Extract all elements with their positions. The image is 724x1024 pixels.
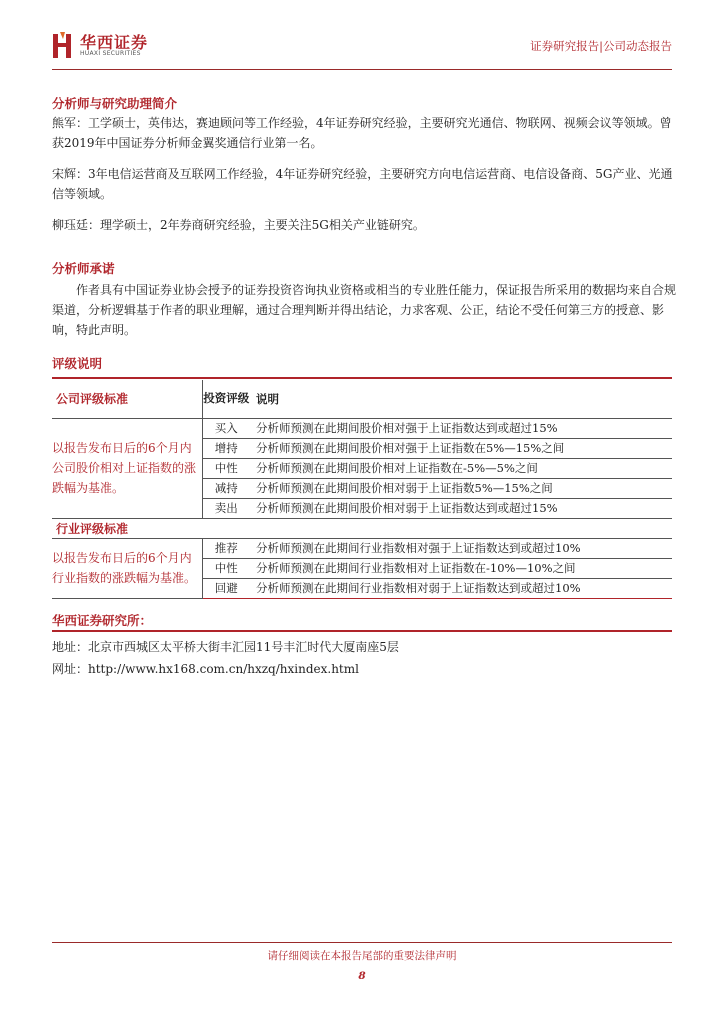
rating-description: 分析师预测在此期间行业指数相对强于上证指数达到或超过10% [250, 538, 672, 558]
commitment-paragraph [52, 280, 676, 340]
analyst-bio-2 [52, 164, 676, 204]
industry-rating-header-row [52, 518, 672, 538]
report-type-label: 证券研究报告|公司动态报告 [530, 39, 672, 53]
company-logo [52, 28, 162, 64]
rating-description: 分析师预测在此期间股价相对弱于上证指数5%—15%之间 [250, 478, 672, 498]
rating-value: 卖出 [202, 498, 250, 518]
institute-address: 地址：北京市西城区太平桥大街丰汇园11号丰汇时代大厦南座5层 [52, 640, 399, 654]
analyst-bio-1 [52, 113, 676, 153]
rating-table-header-row [52, 380, 672, 418]
rating-top-rule [52, 377, 672, 379]
rating-value: 增持 [202, 438, 250, 458]
page-header [52, 28, 672, 70]
industry-rating-basis: 以报告发布日后的6个月内行业指数的涨跌幅为基准。 [52, 538, 202, 598]
analyst-bio-3 [52, 215, 676, 235]
rating-description: 分析师预测在此期间行业指数相对弱于上证指数达到或超过10% [250, 578, 672, 598]
analyst-bio-text: 柳珏廷：理学硕士，2年券商研究经验，主要关注5G相关产业链研究。 [52, 218, 425, 232]
rating-description: 分析师预测在此期间股价相对强于上证指数在5%—15%之间 [250, 438, 672, 458]
rating-value: 减持 [202, 478, 250, 498]
rating-description: 分析师预测在此期间行业指数相对上证指数在-10%—10%之间 [250, 558, 672, 578]
rating-description: 分析师预测在此期间股价相对强于上证指数达到或超过15% [250, 418, 672, 438]
footer-rule [52, 942, 672, 943]
table-row [52, 538, 672, 558]
institute-title: 华西证券研究所： [52, 613, 153, 628]
rating-value: 中性 [202, 558, 250, 578]
commitment-section-title: 分析师承诺 [52, 261, 115, 276]
desc-column-header: 说明 [250, 380, 672, 418]
rating-value: 推荐 [202, 538, 250, 558]
industry-rating-header: 行业评级标准 [52, 518, 672, 538]
logo-chinese-name: 华西证券 [80, 33, 149, 52]
rate-column-header: 投资评级 [202, 380, 250, 418]
rating-value: 买入 [202, 418, 250, 438]
rating-section-title: 评级说明 [52, 356, 103, 371]
institute-website[interactable]: 网址：http://www.hx168.com.cn/hxzq/hxindex.html [52, 662, 359, 676]
logo-english-name: HUAXI SECURITIES [80, 50, 141, 57]
table-row [52, 418, 672, 438]
institute-rule [52, 630, 672, 632]
rating-value: 中性 [202, 458, 250, 478]
rating-table [52, 380, 672, 599]
company-rating-header: 公司评级标准 [52, 380, 202, 418]
rating-description: 分析师预测在此期间股价相对上证指数在-5%—5%之间 [250, 458, 672, 478]
analysts-section-title: 分析师与研究助理简介 [52, 96, 178, 111]
commitment-text: 作者具有中国证券业协会授予的证券投资咨询执业资格或相当的专业胜任能力，保证报告所采用的数据均来自合规渠道，分析逻辑基于作者的职业理解，通过合理判断并得出结论，力求客观、公正，结论不受任何第三方的授意、影响，特此声明。 [52, 283, 677, 337]
page-number: 8 [358, 970, 366, 982]
analyst-bio-text: 宋辉：3年电信运营商及互联网工作经验，4年证券研究经验，主要研究方向电信运营商、电信设备商、5G产业、光通信等领域。 [52, 167, 673, 201]
company-rating-basis: 以报告发布日后的6个月内公司股价相对上证指数的涨跌幅为基准。 [52, 418, 202, 518]
legal-notice: 请仔细阅读在本报告尾部的重要法律声明 [267, 950, 457, 962]
huaxi-logo-icon [52, 30, 74, 60]
rating-description: 分析师预测在此期间股价相对弱于上证指数达到或超过15% [250, 498, 672, 518]
rating-value: 回避 [202, 578, 250, 598]
analyst-bio-text: 熊军：工学硕士，英伟达，赛迪顾问等工作经验，4年证券研究经验，主要研究光通信、物联网、视频会议等领域。曾获2019年中国证券分析师金翼奖通信行业第一名。 [52, 116, 672, 150]
